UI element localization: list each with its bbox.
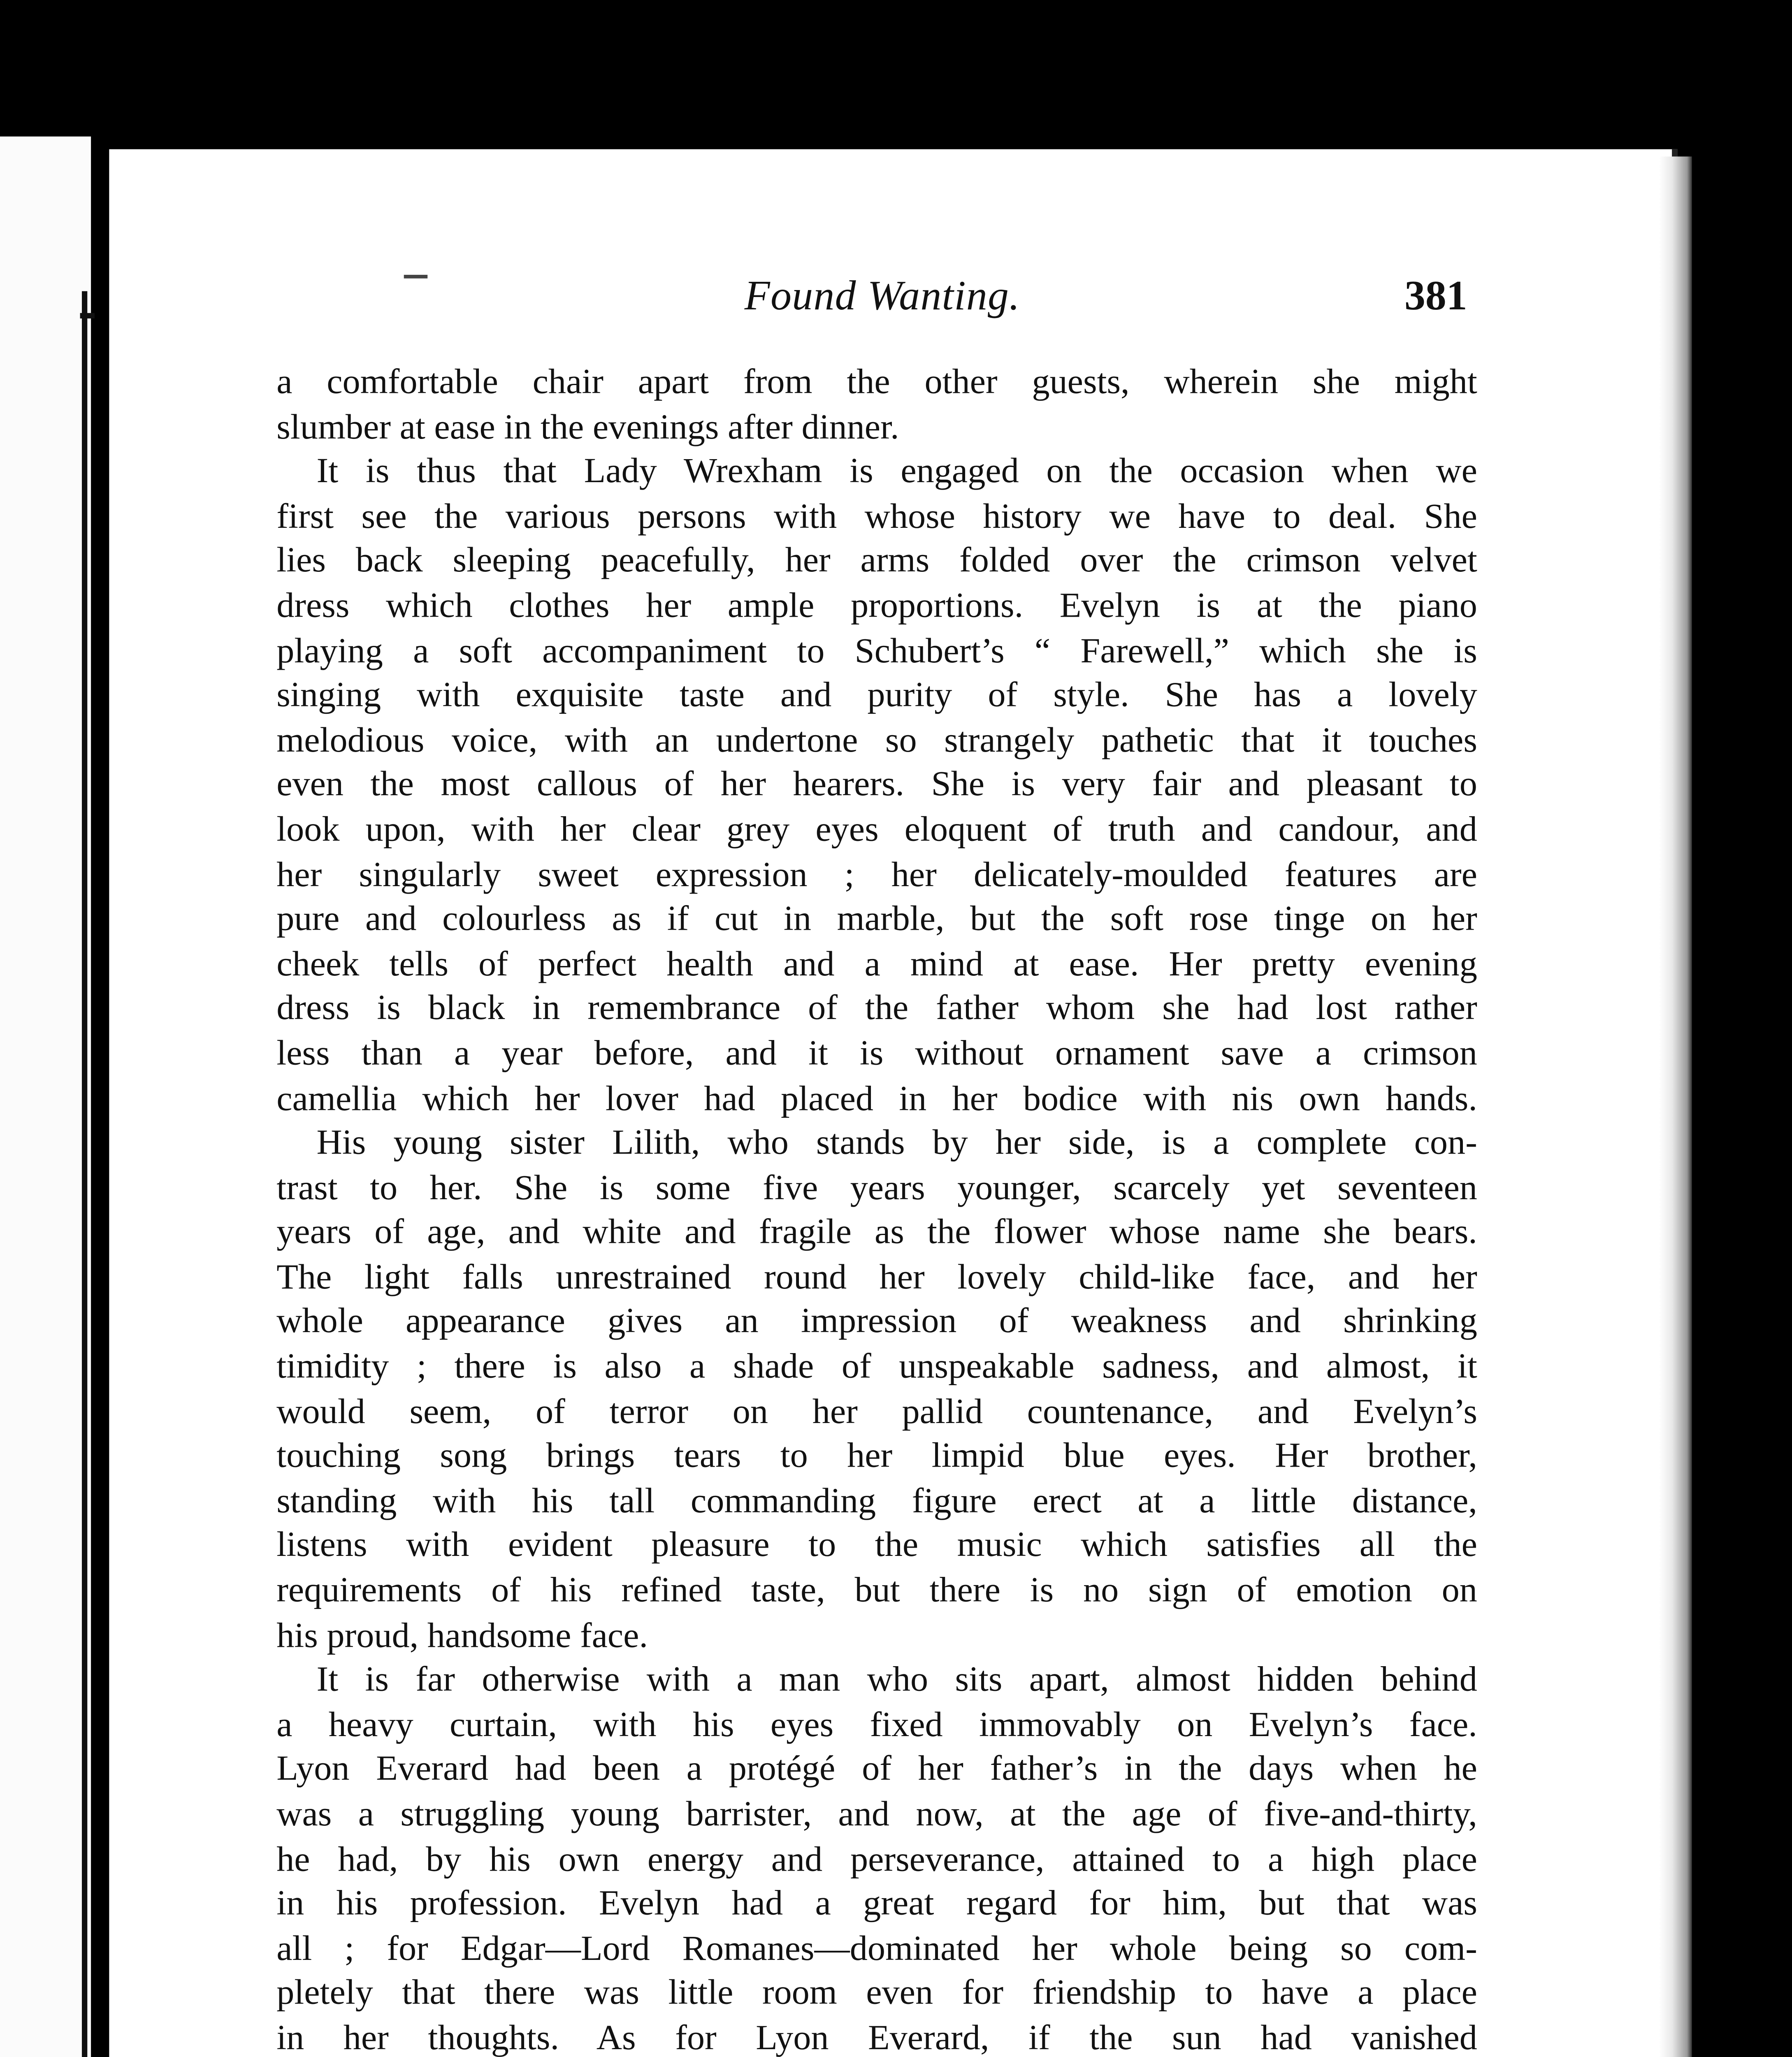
text-line: melodious voice, with an undertone so strangely pathetic that it touches [276, 722, 1477, 760]
text-line: listens with evident pleasure to the music which satisfies all the [276, 1528, 1477, 1566]
text-line: was a struggling young barrister, and now, at the age of five-and-thirty, [276, 1796, 1477, 1834]
text-line: pure and colourless as if cut in marble, but the soft rose tinge on her [276, 901, 1477, 940]
text-line: Lyon Everard had been a protégé of her father’s in the days when he [276, 1751, 1477, 1790]
text-line: pletely that there was little room even for friendship to have a place [276, 1975, 1477, 2014]
text-line: It is far otherwise with a man who sits apart, almost hidden behind [316, 1662, 1477, 1700]
text-line: standing with his tall commanding figure erect at a little distance, [276, 1483, 1477, 1521]
text-line: first see the various persons with whose history we have to deal. She [276, 498, 1477, 536]
text-line: dress is black in remembrance of the father whom she had lost rather [276, 990, 1477, 1029]
text-line: singing with exquisite taste and purity of style. She has a lovely [276, 677, 1477, 716]
page-number: 381 [1404, 273, 1467, 319]
text-line: slumber at ease in the evenings after dinner. [276, 409, 899, 447]
text-line: his proud, handsome face. [276, 1617, 648, 1655]
text-line: cheek tells of perfect health and a mind at ease. Her pretty evening [276, 945, 1477, 984]
text-line: her singularly sweet expression ; her delicately-moulded features are [276, 856, 1477, 895]
running-title: Found Wanting. [744, 273, 1020, 319]
running-header [0, 271, 1792, 322]
binding-gutter-line [82, 291, 87, 2057]
text-line: dress which clothes her ample proportions. Evelyn is at the piano [276, 587, 1477, 626]
text-line: trast to her. She is some five years younger, scarcely yet seventeen [276, 1169, 1477, 1208]
text-line: whole appearance gives an impression of weakness and shrinking [276, 1304, 1477, 1342]
text-line: in his profession. Evelyn had a great regard for him, but that was [276, 1885, 1477, 1924]
text-line: touching song brings tears to her limpid blue eyes. Her brother, [276, 1438, 1477, 1477]
facing-page-edge [0, 137, 91, 2057]
text-line: His young sister Lilith, who stands by her side, is a complete con- [316, 1125, 1477, 1163]
text-line: years of age, and white and fragile as the flower whose name she bears. [276, 1214, 1477, 1253]
text-line: camellia which her lover had placed in her bodice with nis own hands. [276, 1080, 1477, 1119]
text-line: The light falls unrestrained round her lovely child-like face, and her [276, 1259, 1477, 1298]
text-line: all ; for Edgar—Lord Romanes—dominated her whole being so com- [276, 1930, 1477, 1969]
text-line: a comfortable chair apart from the other guests, wherein she might [276, 364, 1477, 402]
body-text [276, 362, 1477, 2057]
text-line: he had, by his own energy and perseverance, attained to a high place [276, 1841, 1477, 1879]
text-line: lies back sleeping peacefully, her arms folded over the crimson velvet [276, 543, 1477, 581]
text-line: It is thus that Lady Wrexham is engaged on the occasion when we [316, 453, 1477, 492]
text-line: less than a year before, and it is without ornament save a crimson [276, 1035, 1477, 1074]
text-line: playing a soft accompaniment to Schubert’s “ Farewell,” which she is [276, 632, 1477, 671]
text-line: timidity ; there is also a shade of unspeakable sadness, and almost, it [276, 1349, 1477, 1387]
page-edge-shadow [1659, 156, 1692, 2057]
text-line: even the most callous of her hearers. She is very fair and pleasant to [276, 766, 1477, 805]
text-line: look upon, with her clear grey eyes eloquent of truth and candour, and [276, 811, 1477, 850]
text-line: a heavy curtain, with his eyes fixed immovably on Evelyn’s face. [276, 1706, 1477, 1745]
text-line: would seem, of terror on her pallid countenance, and Evelyn’s [276, 1393, 1477, 1432]
text-line: requirements of his refined taste, but there is no sign of emotion on [276, 1572, 1477, 1611]
text-line: in her thoughts. As for Lyon Everard, if the sun had vanished [276, 2020, 1477, 2057]
